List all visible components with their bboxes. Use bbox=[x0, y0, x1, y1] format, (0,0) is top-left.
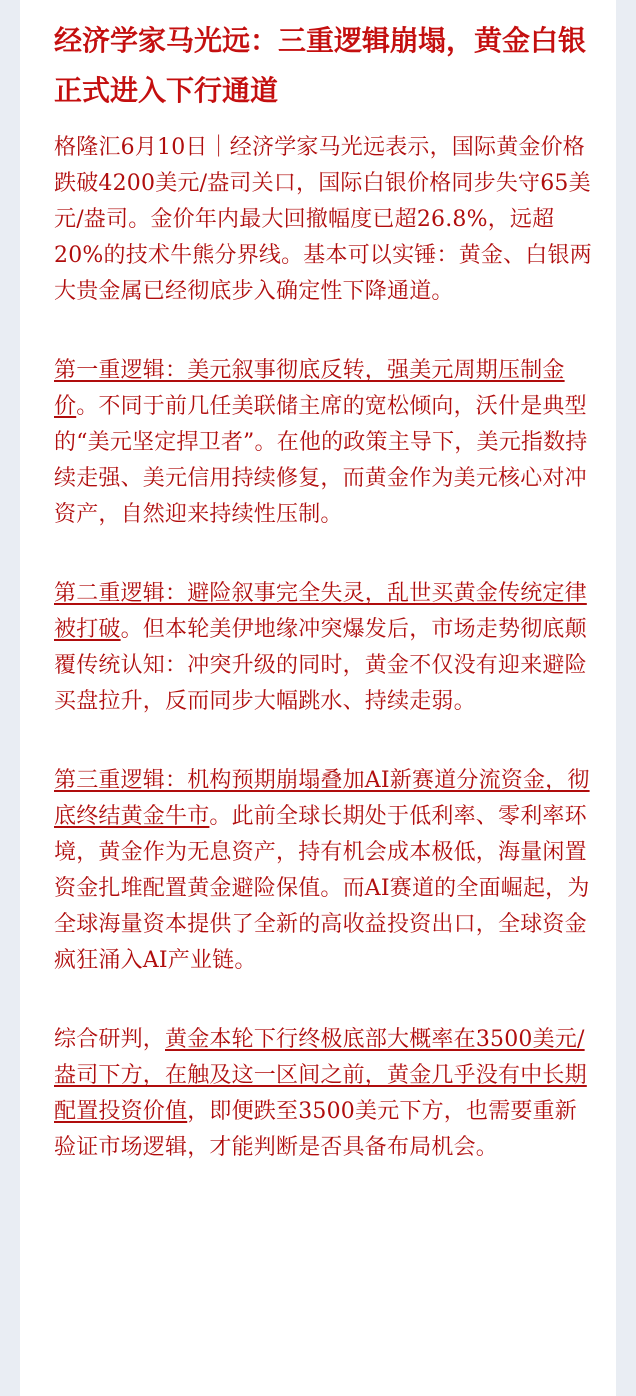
logic-three-paragraph bbox=[54, 763, 594, 979]
logic-two-heading: 第二重逻辑：避险叙事完全失灵，乱世买黄金传统定律被打破 bbox=[54, 581, 587, 642]
conclusion-prefix: 综合研判， bbox=[54, 1027, 166, 1052]
logic-one-body: 。不同于前几任美联储主席的宽松倾向，沃什是典型的“美元坚定捍卫者”。在他的政策主导下，美元指数持续走强、美元信用持续修复，而黄金作为美元核心对冲资产，自然迎来持续性压制。 bbox=[54, 394, 588, 527]
logic-three-heading: 第三重逻辑：机构预期崩塌叠加AI新赛道分流资金，彻底终结黄金牛市 bbox=[54, 768, 590, 829]
article-card bbox=[20, 0, 616, 1396]
article-title: 经济学家马光远：三重逻辑崩塌，黄金白银正式进入下行通道 bbox=[54, 24, 587, 107]
logic-three-body: 。此前全球长期处于低利率、零利率环境，黄金作为无息资产，持有机会成本极低，海量闲置资金扎堆配置黄金避险保值。而AI赛道的全面崛起，为全球海量资本提供了全新的高收益投资出口，全球资金疯狂涌入AI产业链。 bbox=[54, 804, 590, 973]
intro-paragraph: 格隆汇6月10日｜经济学家马光远表示，国际黄金价格跌破4200美元/盎司关口，国际白银价格同步失守65美元/盎司。金价年内最大回撤幅度已超26.8%，远超20%的技术牛熊分界线。基本可以实锤：黄金、白银两大贵金属已经彻底步入确定性下降通道。 bbox=[54, 135, 592, 304]
conclusion-paragraph bbox=[54, 1022, 594, 1166]
logic-two-paragraph bbox=[54, 576, 594, 720]
logic-one-paragraph bbox=[54, 353, 594, 533]
conclusion-highlight: 黄金本轮下行终极底部大概率在3500美元/盎司下方，在触及这一区间之前，黄金几乎没有中长期配置投资价值 bbox=[54, 1027, 587, 1124]
logic-one-heading: 第一重逻辑：美元叙事彻底反转，强美元周期压制金价 bbox=[54, 358, 565, 419]
conclusion-suffix: ，即便跌至3500美元下方，也需要重新验证市场逻辑，才能判断是否具备布局机会。 bbox=[54, 1099, 577, 1160]
logic-two-body: 。但本轮美伊地缘冲突爆发后，市场走势彻底颠覆传统认知：冲突升级的同时，黄金不仅没有迎来避险买盘拉升，反而同步大幅跳水、持续走弱。 bbox=[54, 617, 587, 714]
